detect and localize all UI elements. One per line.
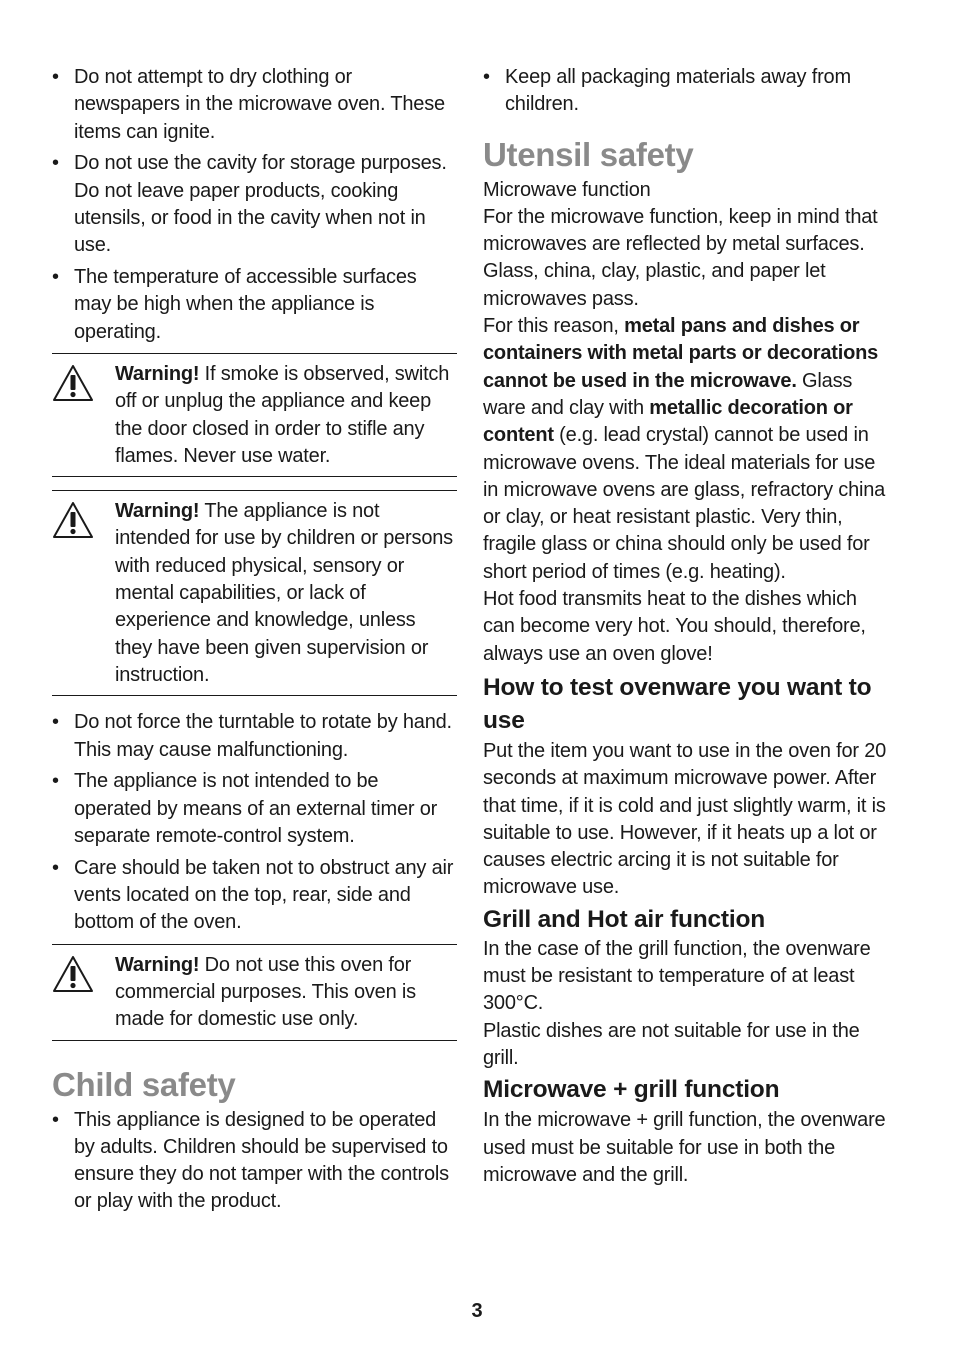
warning-text: [115, 361, 457, 470]
paragraph: In the case of the grill function, the ovenware must be resistant to temperature of at least 300°C.: [483, 937, 871, 1015]
text-run: Glass ware and clay with: [483, 369, 853, 419]
paragraph: Put the item you want to use in the oven for 20 seconds at maximum microwave power. After that time, if it is cold and just slightly warm, it is suitable to use. However, if it heats up a lot or causes electric arcing it is not suitable for microwave use.: [483, 739, 887, 899]
warning-label: Warning!: [115, 953, 200, 976]
bold-text-run: metal pans and dishes or containers with metal parts or decorations cannot be used in the microwave.: [483, 315, 879, 392]
left-column: [52, 64, 457, 1220]
warning-body: The appliance is not intended for use by children or persons with reduced physical, sensory or mental capabilities, or lack of experience and knowledge, unless they have been given supervision or instruction.: [115, 500, 453, 686]
microwave-grill-heading: Microwave + grill function: [483, 1076, 780, 1104]
list-item: • Care should be taken not to obstruct any air vents located on the top, rear, side and bottom of the oven.: [52, 855, 457, 937]
list-item: • Keep all packaging materials away from children.: [483, 64, 891, 119]
paragraph: Plastic dishes are not suitable for use in the grill.: [483, 1019, 860, 1069]
test-ovenware-heading: How to test ovenware you want to use: [483, 673, 872, 734]
list-item: • The temperature of accessible surfaces may be high when the appliance is operating.: [52, 264, 457, 346]
warning-box-commercial: [52, 944, 457, 1041]
list-item: • Do not force the turntable to rotate by hand. This may cause malfunctioning.: [52, 709, 457, 764]
warning-label: Warning!: [115, 500, 200, 523]
right-column: [483, 64, 891, 1189]
list-item: • This appliance is designed to be operated by adults. Children should be supervised to ensure they do not tamper with the controls or play with the product.: [52, 1107, 457, 1216]
safety-bullet-list-top: [52, 64, 457, 346]
warning-text: [115, 952, 457, 1034]
warning-text: [115, 498, 457, 689]
page-number: 3: [471, 1300, 483, 1322]
warning-triangle-icon: [52, 364, 94, 402]
text-run: For this reason,: [483, 315, 625, 338]
safety-bullet-list-mid: [52, 709, 457, 936]
paragraph: Hot food transmits heat to the dishes which can become very hot. You should, therefore, always use an oven glove!: [483, 588, 866, 665]
warning-body: Do not use this oven for commercial purposes. This oven is made for domestic use only.: [115, 953, 416, 1031]
child-safety-bullet-list: [52, 1107, 457, 1216]
list-item: • Do not use the cavity for storage purposes. Do not leave paper products, cooking utensils, or food in the cavity when not in use.: [52, 150, 457, 259]
list-item: • The appliance is not intended to be operated by means of an external timer or separate remote-control system.: [52, 768, 457, 850]
microwave-function-label: Microwave function: [483, 178, 651, 201]
packaging-bullet-list: [483, 64, 891, 119]
paragraph-metal-warning: [483, 313, 891, 586]
list-item: • Do not attempt to dry clothing or newspapers in the microwave oven. These items can ignite.: [52, 64, 457, 146]
bold-text-run: metallic decoration or content: [483, 396, 853, 447]
warning-triangle-icon: [52, 955, 94, 993]
warning-label: Warning!: [115, 362, 200, 385]
paragraph: For the microwave function, keep in mind that microwaves are reflected by metal surfaces. Glass, china, clay, plastic, and paper let microwaves pass.: [483, 205, 878, 310]
warning-triangle-icon: [52, 501, 94, 539]
text-run: (e.g. lead crystal) cannot be used in microwave ovens. The ideal materials for use in microwave ovens are glass, refractory china or clay, or heat resistant plastic. Very thin, fragile glass or china should only be used for short period of times (e.g. heating).: [483, 424, 886, 583]
child-safety-heading: Child safety: [52, 1065, 236, 1103]
paragraph: In the microwave + grill function, the ovenware used must be suitable for use in both the microwave and the grill.: [483, 1109, 886, 1186]
warning-box-smoke: [52, 353, 457, 477]
grill-hot-air-heading: Grill and Hot air function: [483, 905, 765, 933]
utensil-safety-heading: Utensil safety: [483, 135, 694, 173]
warning-body: If smoke is observed, switch off or unplug the appliance and keep the door closed in order to stifle any flames. Never use water.: [115, 362, 450, 467]
warning-box-children: [52, 490, 457, 696]
